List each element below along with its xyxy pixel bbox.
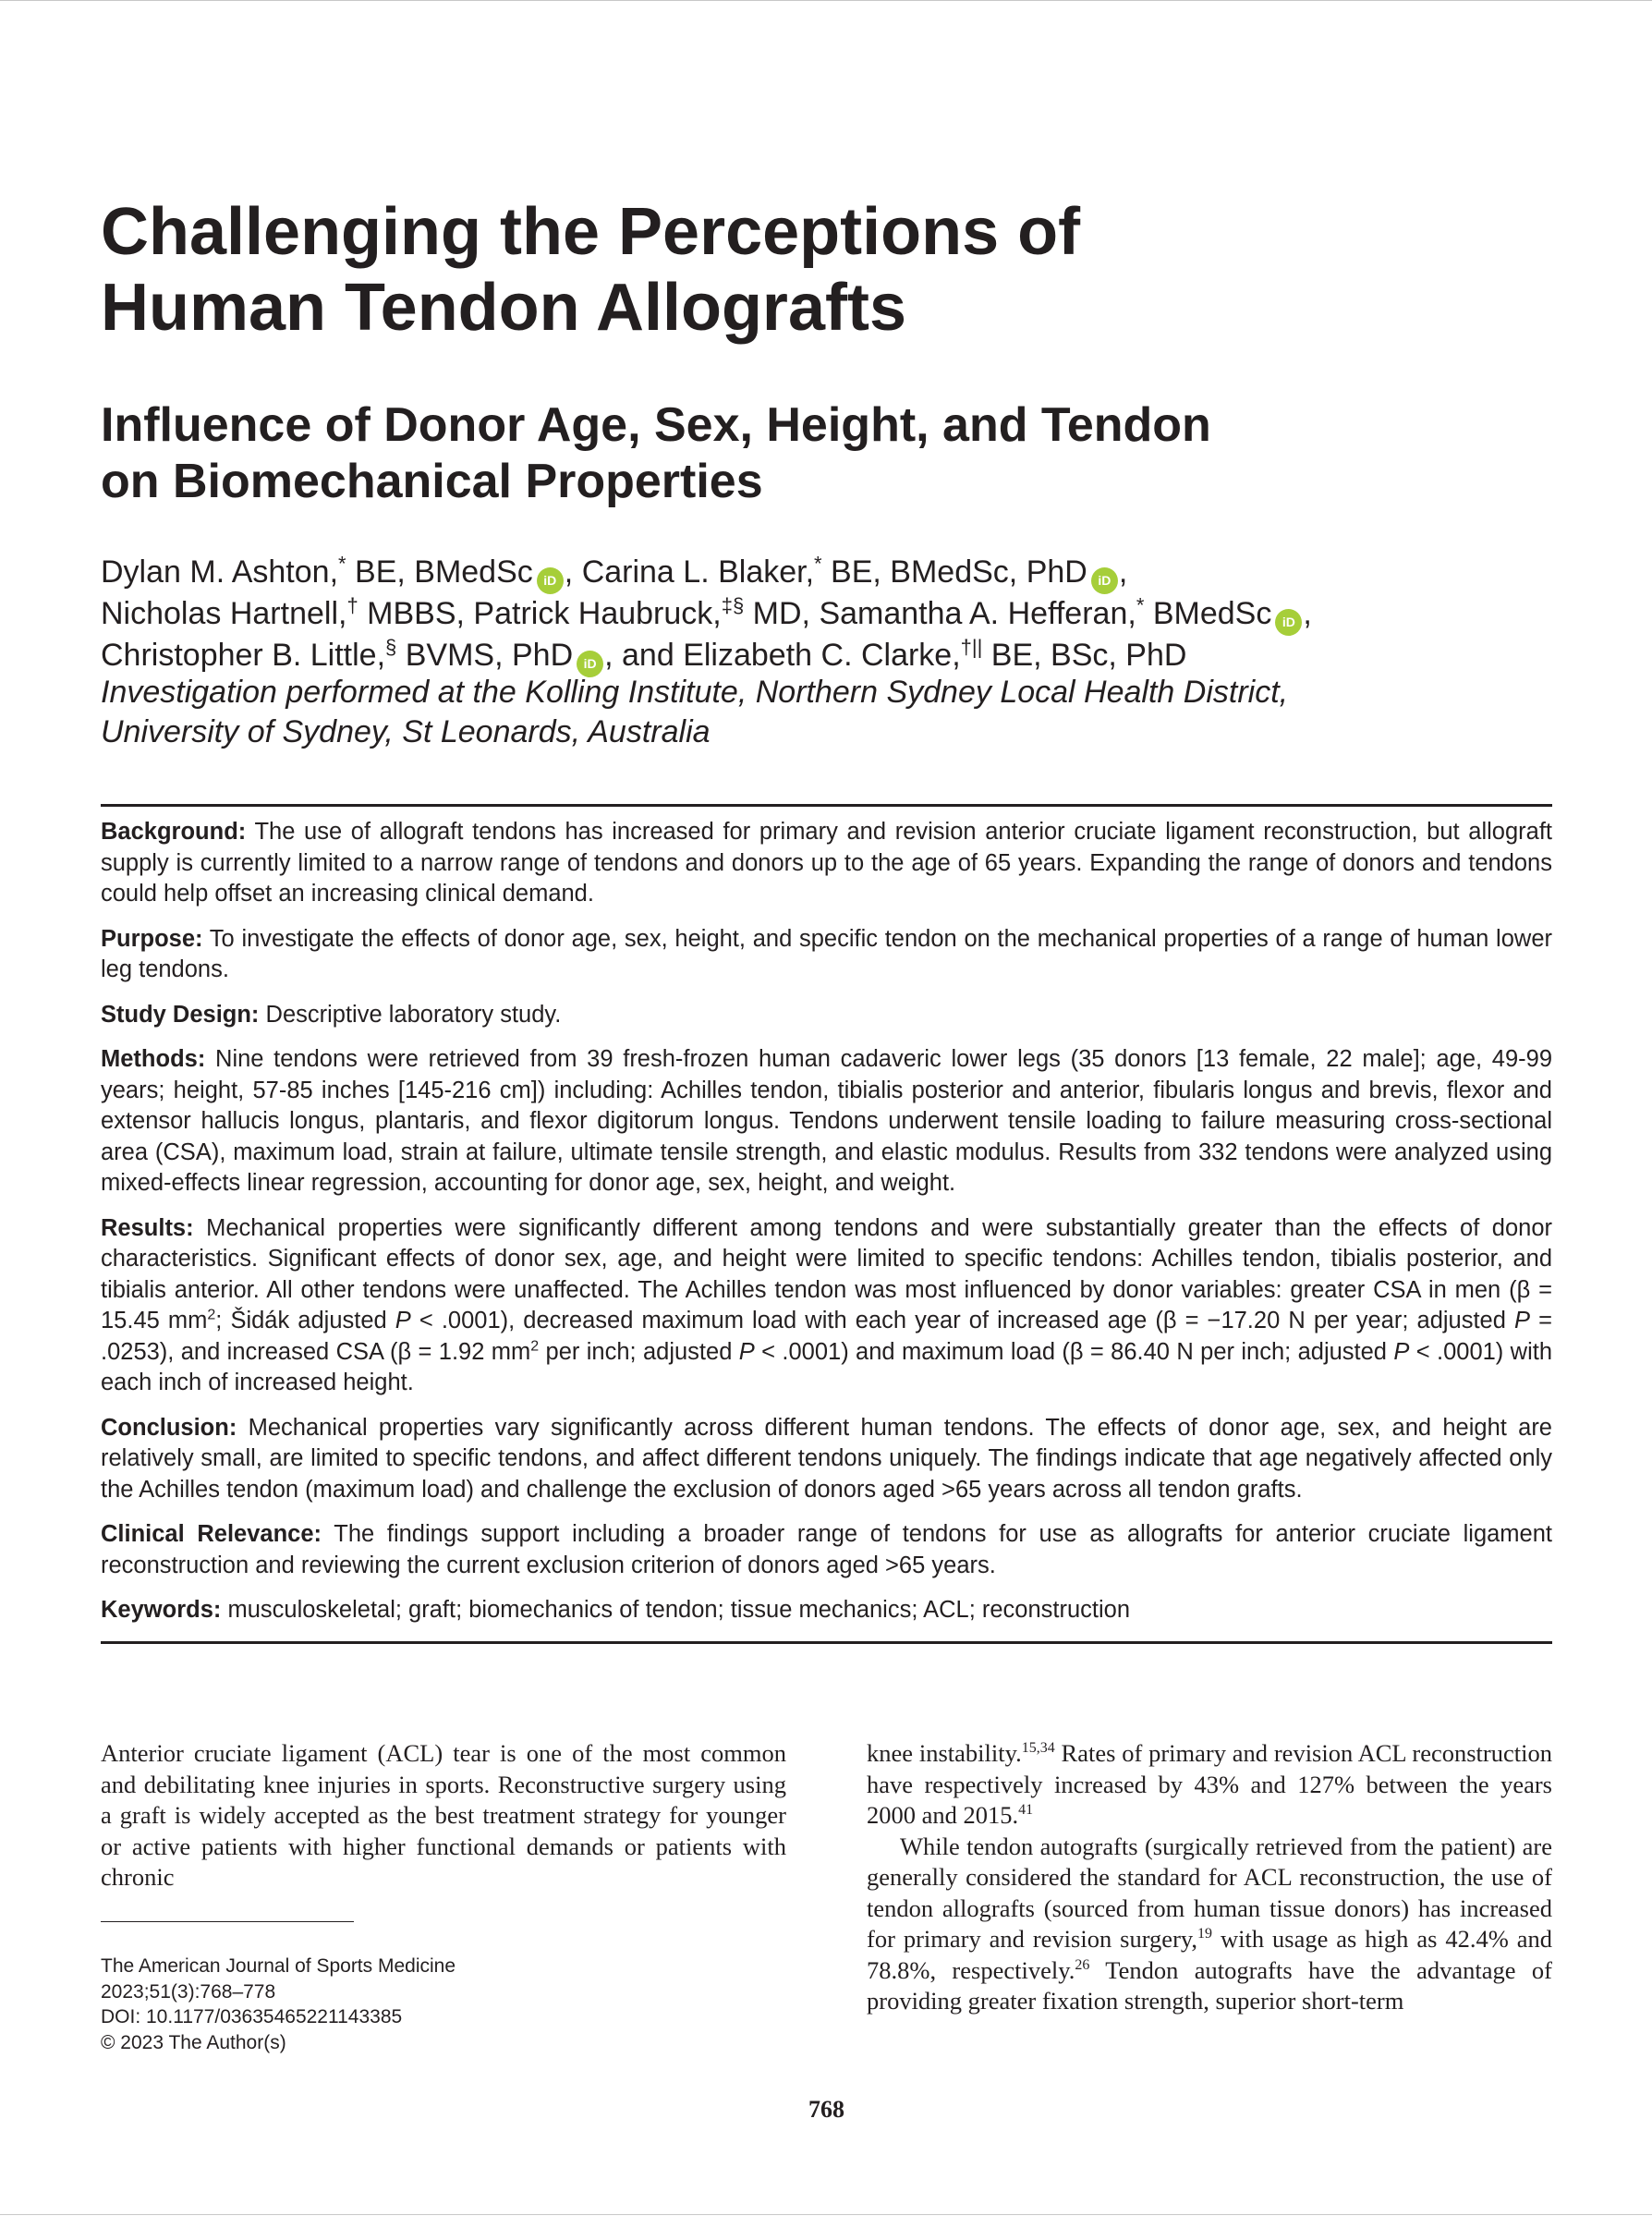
- superscript: 2: [530, 1338, 540, 1354]
- title-line-1: Challenging the Perceptions of: [101, 195, 1081, 269]
- abstract-top-rule: [101, 804, 1552, 807]
- abstract-results: [101, 1213, 1552, 1399]
- body-text: While tendon autografts (surgically retrieved from the patient) are generally considered the standard for ACL reconstruction, the use of tendon allografts (sourced from human tissue donors) has increased for primary and revision surgery,: [867, 1832, 1552, 1953]
- copyright: © 2023 The Author(s): [101, 2031, 286, 2053]
- body-column-left: [101, 1738, 786, 1893]
- section-label: Conclusion:: [101, 1414, 237, 1441]
- affiliation-line-2: University of Sydney, St Leonards, Australia: [101, 714, 711, 749]
- body-text: Tendon autografts have the advantage of providing greater fixation strength, superior short-term: [867, 1955, 1552, 2015]
- section-label: Clinical Relevance:: [101, 1521, 322, 1547]
- section-text: musculoskeletal; graft; biomechanics of tendon; tissue mechanics; ACL; reconstruction: [227, 1597, 1131, 1623]
- page-bottom-border: [0, 2214, 1652, 2215]
- section-text: Mechanical properties were significantly different among tendons and were substantially greater than the effects of donor characteristics. Significant effects of donor sex, age, and height were limited to specific tendons: Achilles tendon, tibialis posterior, and tibialis anterior. All other tendons were unaffected. The Achilles tendon was most influenced by donor variables: greater CSA in men (β = 15.45 mm: [101, 1214, 1552, 1333]
- author-degrees: BVMS, PhD: [396, 638, 574, 673]
- superscript: 2: [207, 1307, 216, 1323]
- section-text: < .0001) with each inch of increased height.: [101, 1338, 1553, 1395]
- p-value-symbol: P: [738, 1338, 755, 1365]
- body-text: with usage as high as 42.4% and 78.8%, respectively.: [867, 1925, 1552, 1984]
- journal-name: The American Journal of Sports Medicine: [101, 1955, 456, 1977]
- author-separator: ,: [1118, 554, 1128, 590]
- section-text: The use of allograft tendons has increased for primary and revision anterior cruciate ligament reconstruction, but allograft supply is currently limited to a narrow range of tendons and donors up to the age of 65 years. Expanding the range of donors and tendons could help offset an increasing clinical demand.: [101, 819, 1552, 907]
- section-text: Nine tendons were retrieved from 39 fresh-frozen human cadaveric lower legs (35 donors [13 female, 22 male]; age, 49-99 years; height, 57-85 inches [145-216 cm]) including: Achilles tendon, tibialis posterior and anterior, fibularis longus and brevis, flexor and extensor hallucis longus, plantaris, and flexor digitorum longus. Tendons underwent tensile loading to failure measuring cross-sectional area (CSA), maximum load, strain at failure, ultimate tensile strength, and elastic modulus. Results from 332 tendons were analyzed using mixed-effects linear regression, accounting for donor age, sex, height, and weight.: [101, 1046, 1552, 1196]
- section-text: < .0001) and maximum load (β = 86.40 N per inch; adjusted: [754, 1338, 1394, 1365]
- journal-info: [101, 1954, 747, 2055]
- section-text: < .0001), decreased maximum load with each year of increased age (β = −17.20 N per year; adjusted: [410, 1308, 1514, 1333]
- author-degrees: BE, BMedSc: [346, 554, 533, 590]
- body-paragraph: [867, 1738, 1552, 1832]
- abstract-bottom-rule: [101, 1641, 1552, 1644]
- author-separator: ,: [564, 554, 582, 590]
- subtitle-line-1: Influence of Donor Age, Sex, Height, and Tendon: [101, 398, 1211, 452]
- author-degrees: BE, BMedSc, PhD: [821, 554, 1087, 590]
- page-number: 768: [808, 2096, 844, 2123]
- author-name: Dylan M. Ashton,: [101, 554, 339, 590]
- affiliation-mark: *: [338, 552, 346, 576]
- abstract-background: [101, 817, 1552, 910]
- section-text: = .0253), and increased CSA (β = 1.92 mm: [101, 1308, 1552, 1365]
- author-degrees: MBBS,: [358, 596, 474, 631]
- section-label: Results:: [101, 1214, 194, 1241]
- affiliation-mark: †: [346, 593, 358, 617]
- section-text: Descriptive laboratory study.: [265, 1001, 562, 1028]
- page-top-border: [0, 0, 1652, 1]
- journal-volume: 2023;51(3):768–778: [101, 1980, 276, 2003]
- abstract-purpose: [101, 924, 1552, 986]
- section-text: The findings support including a broader range of tendons for use as allografts for anterior cruciate ligament reconstruction and reviewing the current exclusion criterion of donors aged >65 years.: [101, 1521, 1552, 1578]
- author-degrees: BMedSc: [1144, 596, 1272, 631]
- section-text: per inch; adjusted: [539, 1338, 739, 1365]
- abstract-methods: [101, 1044, 1552, 1199]
- author-separator: ,: [1303, 596, 1312, 631]
- affiliation-mark: §: [385, 635, 397, 659]
- author-separator: , and: [604, 638, 684, 673]
- p-value-symbol: P: [1514, 1308, 1531, 1333]
- orcid-icon[interactable]: iD: [537, 567, 564, 594]
- affiliation: [101, 673, 1552, 752]
- body-text: Rates of primary and revision ACL reconstruction have respectively increased by 43% and 127% between the years 2000 and 2015.: [867, 1739, 1552, 1829]
- affiliation-mark: *: [814, 552, 822, 576]
- article-title: [101, 194, 1394, 346]
- doi-link[interactable]: DOI: 10.1177/03635465221143385: [101, 2006, 403, 2027]
- abstract-keywords: [101, 1595, 1552, 1626]
- abstract-clinical-relevance: [101, 1519, 1552, 1581]
- body-paragraph: [867, 1832, 1552, 2017]
- p-value-symbol: P: [395, 1308, 411, 1333]
- author-name: Christopher B. Little,: [101, 638, 386, 673]
- affiliation-line-1: Investigation performed at the Kolling Institute, Northern Sydney Local Health District,: [101, 675, 1289, 710]
- section-label: Keywords:: [101, 1597, 222, 1623]
- orcid-icon[interactable]: iD: [577, 651, 603, 677]
- abstract-conclusion: [101, 1413, 1552, 1506]
- section-label: Purpose:: [101, 925, 203, 952]
- author-degrees: MD,: [744, 596, 820, 631]
- body-column-right: [867, 1738, 1552, 2017]
- section-label: Study Design:: [101, 1001, 260, 1028]
- citation-ref[interactable]: 26: [1075, 1956, 1090, 1973]
- author-name: Patrick Haubruck,: [473, 596, 722, 631]
- citation-ref[interactable]: 41: [1018, 1802, 1034, 1819]
- abstract-study-design: [101, 1000, 1552, 1031]
- p-value-symbol: P: [1393, 1338, 1410, 1365]
- body-paragraph: Anterior cruciate ligament (ACL) tear is one of the most common and debilitating knee injuries in sports. Reconstructive surgery using a graft is widely accepted as the best treatment strategy for younger or active patients with higher functional demands or patients with chronic: [101, 1739, 786, 1891]
- citation-ref[interactable]: 15,34: [1021, 1740, 1055, 1757]
- body-text: knee instability.: [867, 1739, 1022, 1767]
- author-list: [101, 553, 1552, 677]
- footnote-rule: [101, 1921, 354, 1922]
- author-name: Nicholas Hartnell,: [101, 596, 347, 631]
- orcid-icon[interactable]: iD: [1091, 567, 1118, 594]
- abstract: [101, 817, 1552, 1640]
- section-text: To investigate the effects of donor age, sex, height, and specific tendon on the mechanical properties of a range of human lower leg tendons.: [101, 925, 1552, 982]
- affiliation-mark: †||: [960, 635, 983, 659]
- subtitle-line-2: on Biomechanical Properties: [101, 455, 763, 508]
- article-subtitle: [101, 397, 1394, 510]
- section-text: ; Šidák adjusted: [215, 1308, 395, 1333]
- section-label: Background:: [101, 819, 247, 845]
- author-name: Elizabeth C. Clarke,: [683, 638, 961, 673]
- affiliation-mark: *: [1136, 593, 1145, 617]
- affiliation-mark: ‡§: [721, 593, 745, 617]
- author-degrees: BE, BSc, PhD: [982, 638, 1187, 673]
- author-name: Carina L. Blaker,: [581, 554, 815, 590]
- title-line-2: Human Tendon Allografts: [101, 271, 906, 345]
- section-label: Methods:: [101, 1046, 206, 1072]
- citation-ref[interactable]: 19: [1197, 1926, 1213, 1942]
- section-text: Mechanical properties vary significantly across different human tendons. The effects of donor age, sex, and height are relatively small, are limited to specific tendons, and affect different tendons uniquely. The findings indicate that age negatively affected only the Achilles tendon (maximum load) and challenge the exclusion of donors aged >65 years across all tendon grafts.: [101, 1414, 1552, 1503]
- orcid-icon[interactable]: iD: [1275, 609, 1302, 636]
- author-name: Samantha A. Hefferan,: [819, 596, 1136, 631]
